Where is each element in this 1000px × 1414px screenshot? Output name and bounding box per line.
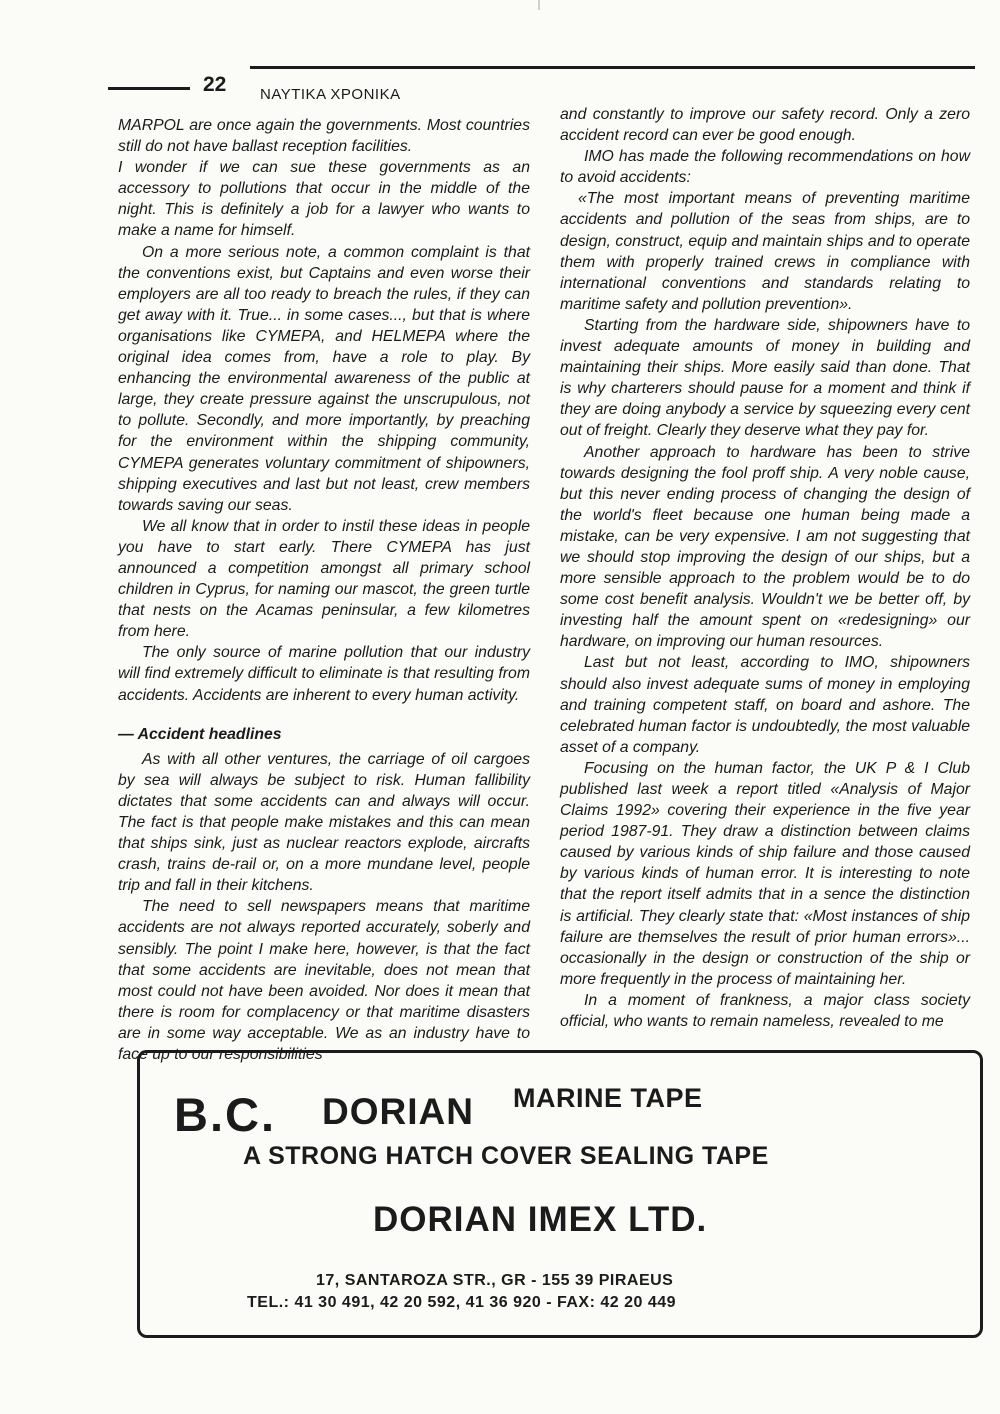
paragraph: and constantly to improve our safety record. Only a zero accident record can ever be good enough. bbox=[560, 106, 970, 145]
paragraph: In a moment of frankness, a major class society official, who wants to remain nameless, revealed to me bbox=[560, 991, 970, 1031]
ad-address: 17, SANTAROZA STR., GR - 155 39 PIRAEUS bbox=[316, 1272, 674, 1289]
ad-brand-initials: B.C. bbox=[174, 1088, 276, 1141]
right-column bbox=[560, 104, 970, 1032]
ad-product: MARINE TAPE bbox=[513, 1083, 703, 1113]
ad-phone-fax: TEL.: 41 30 491, 42 20 592, 41 36 920 - FAX: 42 20 449 bbox=[247, 1294, 677, 1311]
scan-mark bbox=[538, 0, 540, 10]
paragraph: IMO has made the following recommendations on how to avoid accidents: bbox=[560, 148, 970, 187]
ad-brand-name: DORIAN bbox=[322, 1091, 474, 1132]
advertisement-box bbox=[137, 1050, 983, 1338]
left-column bbox=[118, 115, 530, 1065]
header-rule-left bbox=[108, 87, 190, 90]
ad-company: DORIAN IMEX LTD. bbox=[373, 1200, 708, 1239]
paragraph: Last but not least, according to IMO, shipowners should also invest adequate sums of money in employing and training competent staff, on board and ashore. The celebrated human factor is undoubtedly, the most valuable asset of a company. bbox=[560, 654, 970, 756]
paragraph: Starting from the hardware side, shipowners have to invest adequate amounts of money in building and maintaining their ships. More easily said than done. That is why charterers should pause for a moment and think if they are doing anybody a service by squeezing every cent out of freight. Clearly they deserve what they pay for. bbox=[560, 316, 970, 440]
paragraph: MARPOL are once again the governments. Most countries still do not have ballast reception facilities. bbox=[118, 117, 530, 156]
paragraph: On a more serious note, a common complaint is that the conventions exist, but Captains and even worse their employers are all too ready to breach the rules, if they can get away with it. True... in some cases..., but that is where organisations like CYMEPA, and HELMEPA where the original idea comes from, have a role to play. By enhancing the environmental awareness of the public at large, they create pressure against the unscrupulous, not to pollute. Secondly, and more importantly, by preaching for the environment within the shipping community, CYMEPA generates voluntary commitment of shipowners, shipping executives and last but not least, crew members towards saving our seas. bbox=[118, 243, 530, 514]
paragraph: Another approach to hardware has been to strive towards designing the fool proff ship. A very noble cause, but this never ending process of changing the design of the world's fleet because one human being made a mistake, can be very expensive. I am not suggesting that we should stop improving the design of our ships, but a more sensible approach to the problem would be to do some cost benefit analysis. Wouldn't we be better off, by investing half the amount spent on «redesigning» our hardware, on improving our human resources. bbox=[560, 443, 970, 651]
paragraph: We all know that in order to instil these ideas in people you have to start early. There CYMEPA has just announced a competition amongst all primary school children in Cyprus, for naming our mascot, the green turtle that nests on the Acamas peninsular, a few kilometres from here. bbox=[118, 517, 530, 641]
header-rule-right bbox=[250, 66, 975, 69]
page-number: 22 bbox=[203, 73, 227, 96]
paragraph: Focusing on the human factor, the UK P & I Club published last week a report titled «Analysis of Major Claims 1992» covering their experience in the five year period 1987-91. They draw a distinction between claims caused by various kinds of ship failure and those caused by various kinds of human error. It is interesting to note that the report itself admits that in a sence the distinction is artificial. They clearly state that: «Most instances of ship failure are themselves the result of prior human errors»... occasionally in the design or construction of the ship or more frequently in the process of maintaining her. bbox=[560, 759, 970, 988]
ad-slogan: A STRONG HATCH COVER SEALING TAPE bbox=[243, 1142, 769, 1170]
paragraph: The need to sell newspapers means that maritime accidents are not always reported accurately, soberly and sensibly. The point I make here, however, is that the fact that some accidents are inevitable, does not mean that most could not have been avoided. Nor does it mean that there is room for complacency or that maritime disasters are in some way acceptable. We as an industry have to face up to our responsibilities bbox=[118, 898, 530, 1064]
quote-paragraph: «The most important means of preventing maritime accidents and pollution of the seas from ships, are to design, construct, equip and maintain ships and to operate them with properly trained crews in compliance with international conventions and standards relating to maritime safety and pollution prevention». bbox=[560, 190, 970, 313]
paragraph: I wonder if we can sue these governments as an accessory to pollutions that occur in the middle of the night. This is definitely a job for a lawyer who wants to make a name for himself. bbox=[118, 159, 530, 240]
section-heading: — Accident headlines bbox=[118, 725, 282, 743]
paragraph: As with all other ventures, the carriage of oil cargoes by sea will always be subject to risk. Human fallibility dictates that some accidents can and always will occur. The fact is that people make mistakes and this can mean that ships sink, just as nuclear reactors explode, aircrafts crash, trains de-rail or, on a more mundane level, people trip and fall in their kitchens. bbox=[118, 750, 530, 895]
journal-name: ΝΑΥΤΙΚΑ ΧΡΟΝΙΚΑ bbox=[260, 86, 401, 103]
paragraph: The only source of marine pollution that our industry will find extremely difficult to eliminate is that resulting from accidents. Accidents are inherent to every human activity. bbox=[118, 644, 530, 704]
